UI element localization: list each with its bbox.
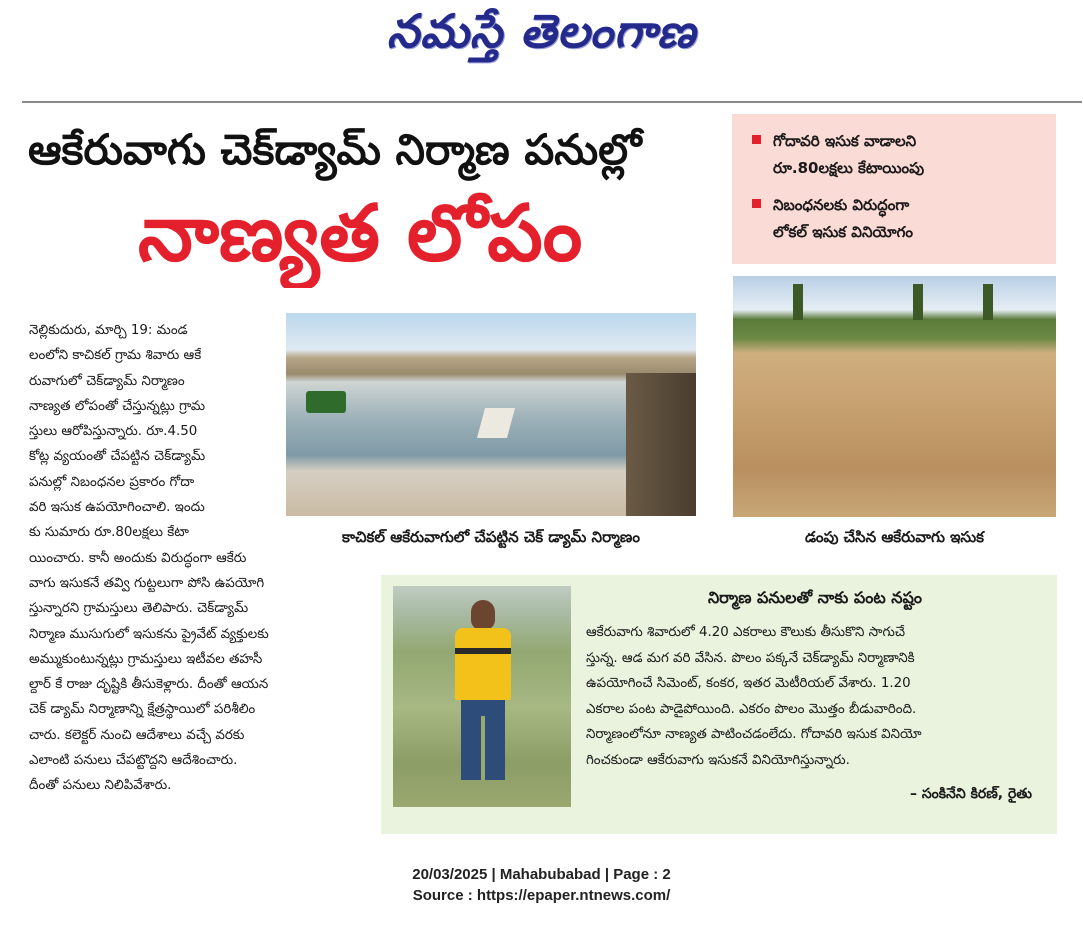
body-line: వరి ఇసుక ఉపయోగించాలి. ఇందు bbox=[29, 500, 205, 516]
body-line: కు సుమారు రూ.80లక్షలు కేటా bbox=[29, 525, 189, 541]
body-line: యించారు. కానీ అందుకు విరుద్ధంగా ఆకేరు bbox=[29, 550, 247, 566]
highlight-line: గోదావరి ఇసుక వాడాలని bbox=[773, 132, 917, 150]
body-line: ల్దార్ కే రాజు దృష్టికి తీసుకెళ్లారు. దీంతో ఆయన bbox=[29, 677, 269, 693]
farmer-photo bbox=[393, 586, 571, 807]
quote-line: గించకుండా ఆకేరువాగు ఇసుకనే వినియోగిస్తున్నారు. bbox=[586, 752, 850, 768]
highlight-item bbox=[752, 128, 1044, 182]
photo-caption: డంపు చేసిన ఆకేరువాగు ఇసుక bbox=[804, 528, 984, 546]
square-bullet-icon bbox=[752, 199, 761, 208]
body-line: నాణ్యత లోపంతో చేస్తున్నట్లు గ్రామ bbox=[29, 398, 206, 414]
quote-signature: – సంకినేని కిరణ్, రైతు bbox=[909, 786, 1032, 802]
photo-caption: కాచికల్ ఆకేరువాగులో చేపట్టిన చెక్ డ్యామ్ నిర్మాణం bbox=[342, 528, 640, 546]
masthead-divider bbox=[22, 101, 1082, 103]
quote-line: నిర్మాణంలోనూ నాణ్యత పాటించడంలేదు. గోదావరి ఇసుక వినియో bbox=[586, 727, 922, 742]
footer-source-line: Source : https://epaper.ntnews.com/ bbox=[412, 887, 671, 904]
body-line: చారు. కలెక్టర్ నుంచి ఆదేశాలు వచ్చే వరకు bbox=[29, 727, 245, 743]
quote-box-title: నిర్మాణ పనులతో నాకు పంట నష్టం bbox=[707, 588, 923, 607]
body-line: రువాగులో చెక్‌డ్యామ్ నిర్మాణం bbox=[29, 373, 185, 389]
masthead-title: నమస్తే తెలంగాణ bbox=[386, 4, 697, 58]
highlight-line: రూ.80లక్షలు కేటాయింపు bbox=[773, 159, 925, 177]
body-line: వాగు ఇసుకనే తవ్వి గుట్టలుగా పోసి ఉపయోగి bbox=[29, 575, 265, 591]
body-line: ఎలాంటి పనులు చేపట్టొద్దని ఆదేశించారు. bbox=[29, 753, 238, 769]
checkdam-construction-photo bbox=[286, 313, 696, 516]
quote-line: ఎకరాల పంట పాడైపోయింది. ఎకరం పొలం మొత్తం బీడువారింది. bbox=[586, 701, 917, 717]
body-line: స్తులు ఆరోపిస్తున్నారు. రూ.4.50 bbox=[29, 424, 198, 440]
body-line: పనుల్లో నిబంధనల ప్రకారం గోదా bbox=[29, 474, 195, 490]
page-footer bbox=[0, 864, 1083, 906]
footer-date-line: 20/03/2025 | Mahabubabad | Page : 2 bbox=[412, 866, 671, 883]
quote-line: ఆకేరువాగు శివారులో 4.20 ఎకరాలు కౌలుకు తీసుకొని సాగుచే bbox=[586, 625, 906, 640]
body-line: కోట్ల వ్యయంతో చేపట్టిన చెక్‌డ్యామ్ bbox=[29, 449, 206, 465]
newspaper-masthead bbox=[0, 4, 1083, 80]
body-line: దీంతో పనులు నిలిపివేశారు. bbox=[29, 778, 172, 794]
tractor-icon bbox=[306, 391, 346, 413]
highlight-line: నిబంధనలకు విరుద్ధంగా bbox=[773, 196, 910, 214]
highlights-box bbox=[732, 114, 1056, 264]
body-line: నెల్లికుదురు, మార్చి 19: మండ bbox=[29, 323, 188, 338]
quote-line: స్తున్న. ఆడ మగ వరి వేసిన. పొలం పక్కనే చెక్‌డ్యామ్ నిర్మాణానికి bbox=[586, 650, 915, 666]
body-line: స్తున్నారని గ్రామస్తులు తెలిపారు. చెక్‌డ్యామ్ bbox=[29, 601, 249, 617]
highlight-item bbox=[752, 192, 1044, 246]
sand-dump-photo bbox=[733, 276, 1056, 517]
article-body bbox=[29, 318, 275, 799]
highlight-line: లోకల్ ఇసుక వినియోగం bbox=[773, 223, 913, 241]
body-line: లంలోని కాచికల్ గ్రామ శివారు ఆకే bbox=[29, 348, 202, 364]
body-line: అమ్ముకుంటున్నట్లు గ్రామస్తులు ఇటీవల తహసీ bbox=[29, 651, 263, 667]
body-line: నిర్మాణ ముసుగులో ఇసుకను ప్రైవేట్ వ్యక్తులకు bbox=[29, 626, 269, 642]
article-headline: నాణ్యత లోపం bbox=[138, 189, 583, 279]
square-bullet-icon bbox=[752, 135, 761, 144]
quote-box-body bbox=[586, 620, 1046, 773]
body-line: చెక్ డ్యామ్ నిర్మాణాన్ని క్షేత్రస్థాయిలో పరిశీలిం bbox=[29, 702, 256, 718]
article-kicker: ఆకేరువాగు చెక్‌డ్యామ్ నిర్మాణ పనుల్లో bbox=[28, 125, 642, 174]
quote-line: ఉపయోగించే సిమెంట్, కంకర, ఇతర మెటీరియల్ వేశారు. 1.20 bbox=[586, 676, 911, 691]
